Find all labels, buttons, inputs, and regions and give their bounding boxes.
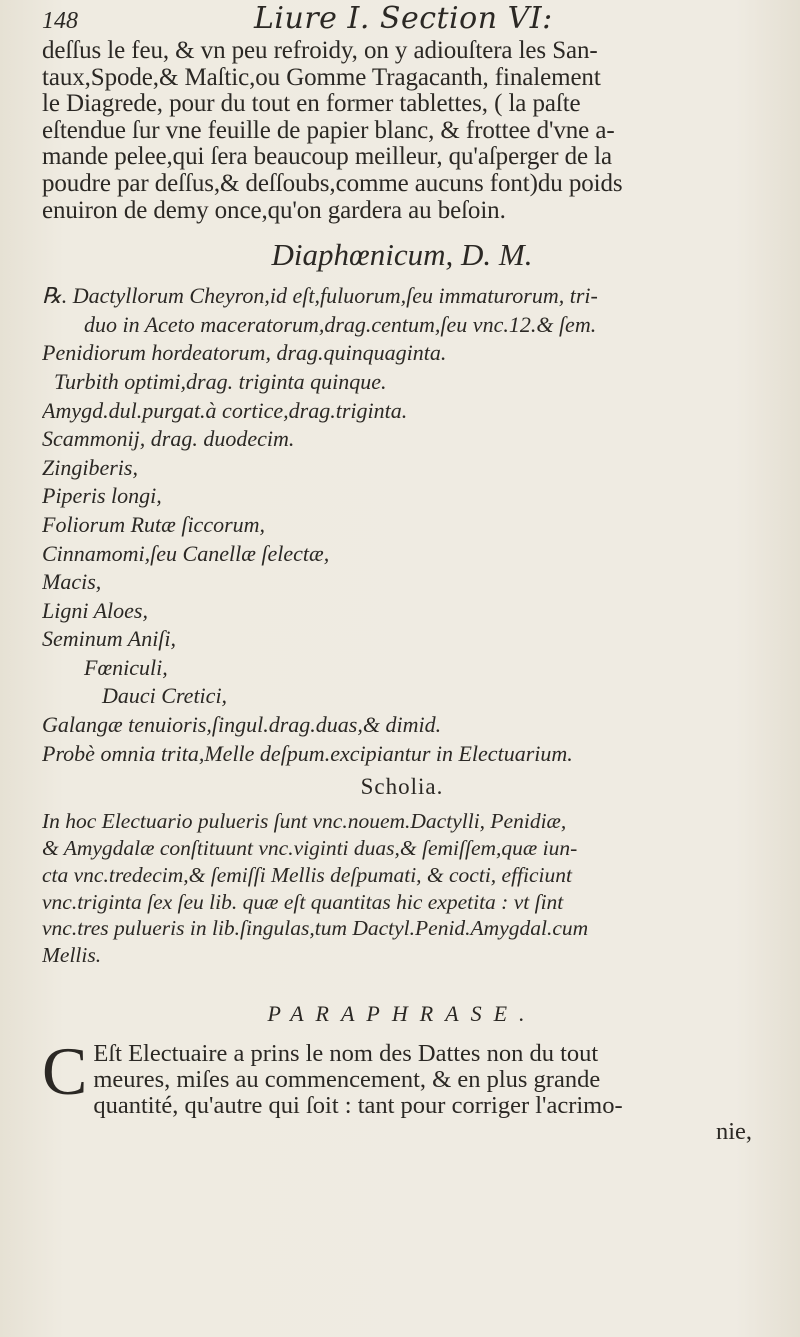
recipe-line: Scammonij, drag. duodecim. [42,426,295,452]
recipe-line: Dauci Cretici, [102,683,228,709]
running-head [42,2,762,36]
recipe-line: Galangæ tenuioris,ſingul.drag.duas,& dimid. [42,712,442,738]
catchword: nie, [715,1119,752,1146]
paraphrase-line: meures, miſes au commencement, & en plus grande [93,1067,601,1094]
recipe-line: Turbith optimi,drag. triginta quinque. [54,368,387,394]
scholia-line: Mellis. [42,943,102,968]
body-line: enuiron de demy once,qu'on gardera au beſoin. [42,197,506,224]
recipe-line: Zingiberis, [42,454,138,480]
body-line: eſtendue ſur vne feuille de papier blanc, & frottee d'vne a- [42,117,615,144]
recipe-line: Cinnamomi,ſeu Canellæ ſelectæ, [42,540,330,566]
recipe-line: Fœniculi, [84,654,168,680]
scholia-line: cta vnc.tredecim,& ſemiſſi Mellis deſpumati, & cocti, efficiunt [42,862,572,887]
body-line: taux,Spode,& Maſtic,ou Gomme Tragacanth, finalement [42,64,601,91]
recipe-line: Amygd.dul.purgat.à cortice,drag.triginta. [42,397,408,423]
scholia-line: vnc.tres pulueris in lib.ſingulas,tum Dactyl.Penid.Amygdal.cum [42,916,589,941]
body-paragraph [42,38,762,224]
page-number: 148 [42,8,78,34]
recipe-line: ℞. Dactyllorum Cheyron,id eſt,fuluorum,ſeu immaturorum, tri- [42,283,598,309]
body-line: poudre par deſſus,& deſſoubs,comme aucuns font)du poids [42,170,623,197]
body-line: le Diagrede, pour du tout en former tablettes, ( la paſte [42,91,581,118]
scholia-line: In hoc Electuario pulueris ſunt vnc.nouem.Dactylli, Penidiæ, [42,809,567,834]
scholia-line: vnc.triginta ſex ſeu lib. quæ eſt quantitas hic expetita : vt ſint [42,889,564,914]
recipe-line: Foliorum Rutæ ſiccorum, [42,511,266,537]
paraphrase-line: Eſt Electuaire a prins le nom des Dattes non du tout [93,1041,599,1068]
body-line: deſſus le feu, & vn peu refroidy, on y adiouſtera les San- [42,38,598,64]
paraphrase-line: quantité, qu'autre qui ſoit : tant pour corriger l'acrimo- [93,1093,623,1120]
scholia-line: & Amygdalæ conſtituunt vnc.viginti duas,& ſemiſſem,quæ iun- [42,836,578,861]
scholia-heading: Scholia. [360,774,444,800]
recipe-heading: Diaphœnicum, D. M. [271,237,533,273]
scholia-paragraph [42,808,762,969]
body-line: mande pelee,qui ſera beaucoup meilleur, qu'aſperger de la [42,144,612,171]
recipe-list [42,282,762,768]
drop-capital: C [42,1033,88,1110]
paraphrase-heading: PARAPHRASE. [267,1001,537,1027]
recipe-line: duo in Aceto maceratorum,drag.centum,ſeu vnc.12.& ſem. [84,311,597,337]
recipe-line: Penidiorum hordeatorum, drag.quinquaginta. [42,340,447,366]
running-title: Liure I. Section VI: [254,1,553,36]
recipe-line: Probè omnia trita,Melle deſpum.excipiantur in Electuarium. [42,740,573,766]
recipe-line: Ligni Aloes, [42,597,148,623]
paraphrase-paragraph [42,1033,762,1146]
recipe-line: Piperis longi, [42,483,162,509]
recipe-line: Macis, [42,569,102,595]
recipe-line: Seminum Aniſi, [42,626,177,652]
